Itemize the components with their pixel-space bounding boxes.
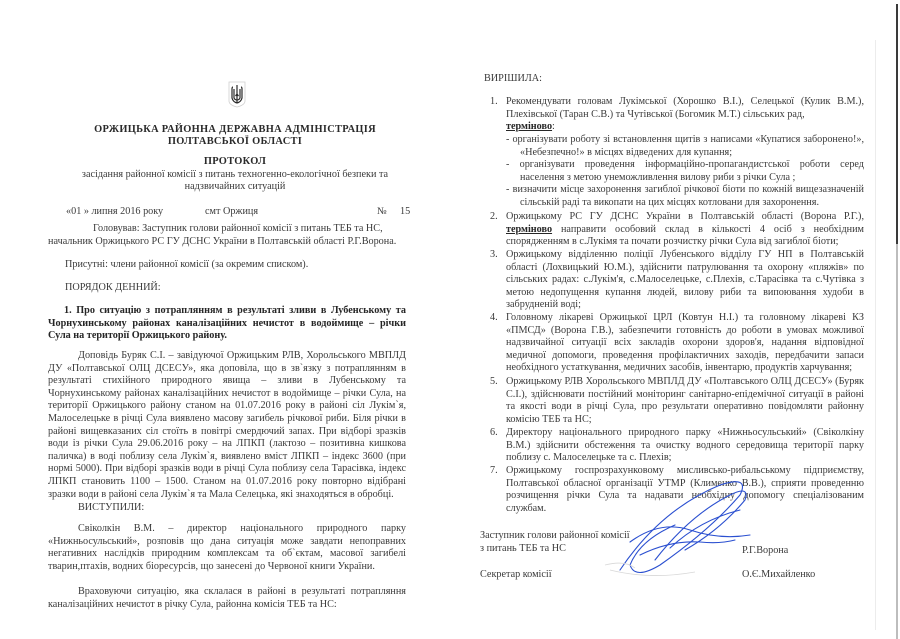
scan-page-edge-lower [896,244,898,639]
deputy-title-line2: з питань ТЕБ та НС [480,543,566,554]
org-name-line2: ПОЛТАВСЬКОЇ ОБЛАСТІ [167,136,303,147]
speakers-heading: ВИСТУПИЛИ: [78,502,145,513]
decision-item-2: 2. Оржицькому РС ГУ ДСНС України в Полтавській області (Ворона Р.Г.), терміново направити особовий склад в кількості 4 осіб з необхідним спорядженням в с.Лукімя та почати розчистку річки Сула від загиблої біоти; [490,211,864,248]
decision-item-1-sub-3: - визначити місце захоронення загиблої річкової біоти по кожній вищезазначеній сільській раді та викопати на цих місцях котловани для захоронення. [506,184,864,208]
protocol-subtitle-line1: засідання районної комісії з питань техногенно-екологічної безпеки та [81,169,389,180]
chair-line1: Головував: Заступник голови районної комісії з питань ТЕБ та НС, [93,223,383,234]
decision-item-3: 3. Оржицькому відділенню поліції Лубенського відділу ГУ НП в Полтавській області (Лохвицький Ю.М.), здійснити патрулювання та охорону «пляжів» по сільських радах: с.Лукім'я, с.Малоселецьке, с.Плехів, с.Тарасівка та с.Чутівка з метою недопущення купання людей, вилову риби та випоювання худоби в забрудненій воді; [490,249,864,311]
scan-fold-line [875,40,876,630]
protocol-subtitle-line2: надзвичайних ситуацій [184,181,286,192]
decision-item-6: 6. Директору національного природного парку «Нижньосульський» (Свіколкіну В.М.) здійснити обстеження та очистку водного середовища території парку поблизу с. Малоселецьке та с. Плехів; [490,427,864,464]
decision-heading: ВИРІШИЛА: [484,73,542,84]
decision-item-1-sub-2: - організувати проведення інформаційно-пропагандистської роботи серед населення з метою унеможливлення вилову риби з річки Сула ; [506,159,864,183]
secretary-name: О.Є.Михайленко [742,569,816,580]
decision-item-1-text: Рекомендувати головам Лукімської (Хорошко В.І.), Селецької (Кулик В.М.), Плехівської (Таран С.В.) та Чутівської (Богомик М.Т.) сільських рад, [506,96,864,120]
report-text: Доповідь Буряк С.І. – завідуючої Оржицьким РЛВ, Хорольського МВПЛД ДУ «Полтавської ОЛЦ ДСЕСУ», яка доповіла, що в зв`язку з потраплянням в результаті стихійного природного явища – зливи в Лубенському та Чорнухинському районах каналізаційних нечистот в водоймище – річки Сула, на території Оржицького району станом на 01.07.2016 року в районі сіл Лукім`я, Малоселецьке в річці Сула виявлено масову загибель річкової риби. Біля річки в районі вищевказаних сіл стоїть в повітрі смердючий запах. При відборі зразків води із річки Сула 29.06.2016 року – на ЛПКП (лактозо – позитивна кишкова паличка) в воді поблизу села Лукім`я, виявлено вміст ЛПКП – індекс 3600 (при нормі 5000). При відборі зразків води в річці Сула поблизу села Тарасівка, індекс ЛПКП становить 1100 – 1500. Станом на 01.07.2016 року повторно відібрані зразки води в районі села Лукім`я та Мала Селецька, які знаходяться в обробці. [48,350,406,500]
scan-page-edge [896,4,898,244]
decision-item-5: 5. Оржицькому РЛВ Хорольського МВПЛД ДУ «Полтавського ОЛЦ ДСЕСУ» (Буряк С.І.), здійснювати постійний моніторинг санітарно-епідемічної ситуації в районі та якості води в річці Сула, про результати оперативно повідомляти районну комісію ТЕБ та НС; [490,376,864,425]
number-label: № [377,206,387,217]
document-type-title: ПРОТОКОЛ [203,156,267,167]
decision-item-1: 1. Рекомендувати головам Лукімської (Хорошко В.І.), Селецької (Кулик В.М.), Плехівської (Таран С.В.) та Чутівської (Богомик М.Т.) сільських рад, терміново: [490,96,864,133]
org-name-line1: ОРЖИЦЬКА РАЙОННА ДЕРЖАВНА АДМІНІСТРАЦІЯ [94,124,376,135]
protocol-number: 15 [400,206,411,217]
deputy-name: Р.Г.Ворона [742,545,789,556]
considering-text: Враховуючи ситуацію, яка склалася в районі в результаті потрапляння каналізаційних нечистот в річку Сула, районна комісія ТЕБ та НС: [48,586,406,610]
urgent-emphasis: терміново [506,121,553,133]
decision-item-4: 4. Головному лікареві Оржицької ЦРЛ (Ковтун Н.І.) та головному лікареві КЗ «ПМСД» (Ворона Г.В.), забезпечити готовність до роботи в умовах можливої надзвичайної ситуації всіх закладів охорони здоров'я, надання відповідної медичної допомоги, проведення профілактичних заходів, передбачити запаси необхідного устаткування, медичних засобів, інвентарю, продуктів харчування; [490,312,864,374]
speaker-speech: Свіколкін В.М. – директор національного природного парку «Нижньосульський», розповів що дана ситуація може завдати непоправних негативних наслідків природним комплексам та об`єктам, масової загибелі тварин,птахів, водних біоресурсів, що занесені до Червоної книги України. [48,523,406,572]
ukraine-coat-of-arms-icon [228,81,246,108]
meeting-place: смт Оржиця [205,206,259,217]
secretary-title: Секретар комісії [480,569,552,580]
meeting-date: «01 » липня 2016 року [66,206,164,217]
urgent-emphasis: терміново [506,223,553,235]
decision-item-1-sub-1: - організувати роботу зі встановлення щитів з написами «Купатися заборонено!», «Небезпечно!» в місцях відведених для купання; [506,134,864,158]
present-text: Присутні: члени районної комісії (за окремим списком). [65,259,309,270]
agenda-item-1: 1. Про ситуацію з потраплянням в результаті зливи в Лубенському та Чорнухинському районах каналізаційних нечистот в водоймище – річки Сула на території Оржицького району. [48,305,406,342]
decision-item-7: 7. Оржицькому госпрозрахунковому мисливсько-рибальському підприємству, Полтавської обласної організації УТМР (Клименко В.В.), сприяти проведенню розчищення річки Сула та надавати необхідну допомогу спеціалізованим службам. [490,465,864,514]
deputy-title-line1: Заступник голови районної комісії [480,530,630,541]
agenda-heading: ПОРЯДОК ДЕННИЙ: [65,282,161,293]
handwritten-signature-icon [600,470,770,580]
chair-line2: начальник Оржицького РС ГУ ДСНС України в Полтавській області Р.Г.Ворона. [48,236,397,247]
